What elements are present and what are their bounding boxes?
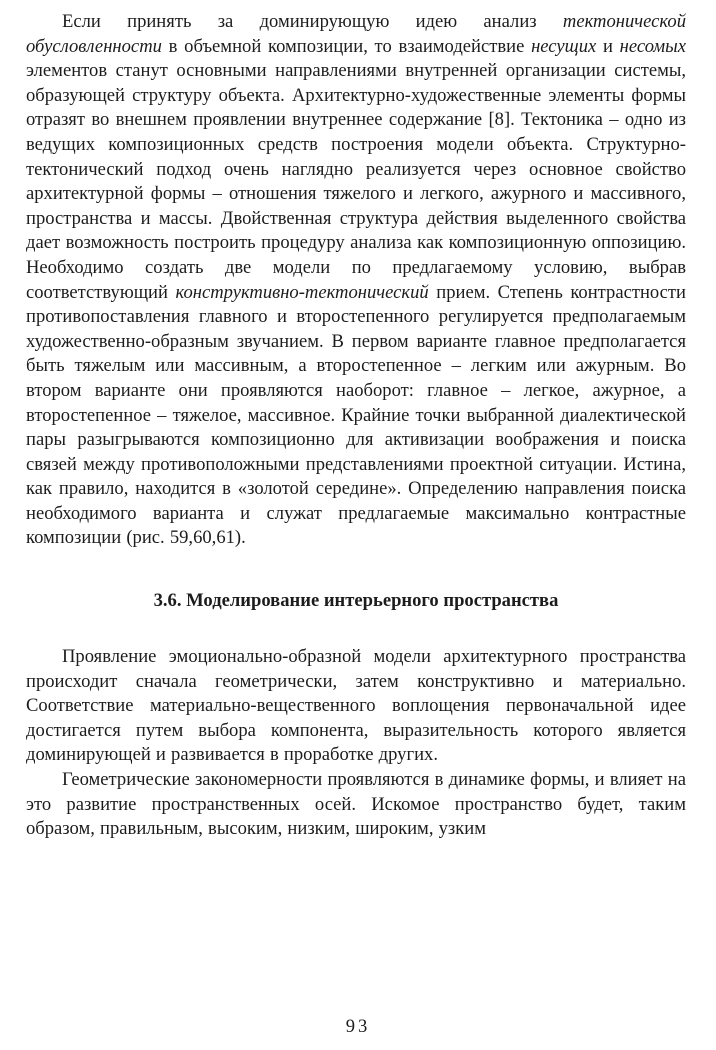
text-run: прием. Степень контрастности противопоставления главного и второстепенного регулируется предполагаемым художественно-образным звучанием. В первом варианте главное предполагается быть тяжелым или массивным, а второстепенное – легким или ажурным. Во втором варианте они проявляются наоборот: главное – легкое, ажурное, а второстепенное – тяжелое, массивное. Крайние точки выбранной диалектической пары разыгрываются композиционно для активизации воображения и поиска связей между противоположными представлениями проектной ситуации. Истина, как правило, находится в «золотой середине». Определению направления поиска необходимого варианта и служат предлагаемые максимально контрастные композиции (рис. 59,60,61). xyxy=(26,281,686,549)
italic-term: тектонической обусловленности xyxy=(26,11,686,57)
text-run: элементов станут основными направлениями внутренней организации системы, образующей структуру объекта. Архитектурно-художественные элементы формы отразят во внешнем проявлении внутреннее содержание [8]. Тектоника – одно из ведущих композиционных средств построения модели объекта. Структурно-тектонический подход очень наглядно реализуется через основное свойство архитектурной формы – отношения тяжелого и легкого, ажурного и массивного, пространства и массы. Двойственная структура действия выделенного свойства дает возможность построить процедуру анализа как композиционную оппозицию. Необходимо создать две модели по предлагаемому условию, выбрав соответствующий xyxy=(26,60,686,303)
page-number: 93 xyxy=(345,1016,371,1037)
text-run: и xyxy=(596,35,620,57)
text-run: Если принять за доминирующую идею анализ xyxy=(62,11,563,32)
paragraph-geometric: Геометрические закономерности проявляются в динамике формы, и влияет на это развитие пространственных осей. Искомое пространство будет, таким образом, правильным, высоким, низким, широким, узким xyxy=(26,769,686,840)
section-heading: 3.6. Моделирование интерьерного пространства xyxy=(153,590,559,612)
italic-term: несущих xyxy=(531,35,597,57)
text-run: в объемной композиции, то взаимодействие xyxy=(161,35,532,57)
page-content xyxy=(26,10,686,842)
paragraph-tectonics xyxy=(26,10,686,551)
italic-term: конструктивно-тектонический xyxy=(175,281,429,303)
paragraph-emotional-model: Проявление эмоционально-образной модели архитектурного пространства происходит сначала геометрически, затем конструктивно и материально. Соответствие материально-вещественного воплощения первоначальной идее достигается путем выбора компонента, выразительность которого является доминирующей и развивается в проработке других. xyxy=(26,646,686,766)
italic-term: несомых xyxy=(619,35,686,57)
